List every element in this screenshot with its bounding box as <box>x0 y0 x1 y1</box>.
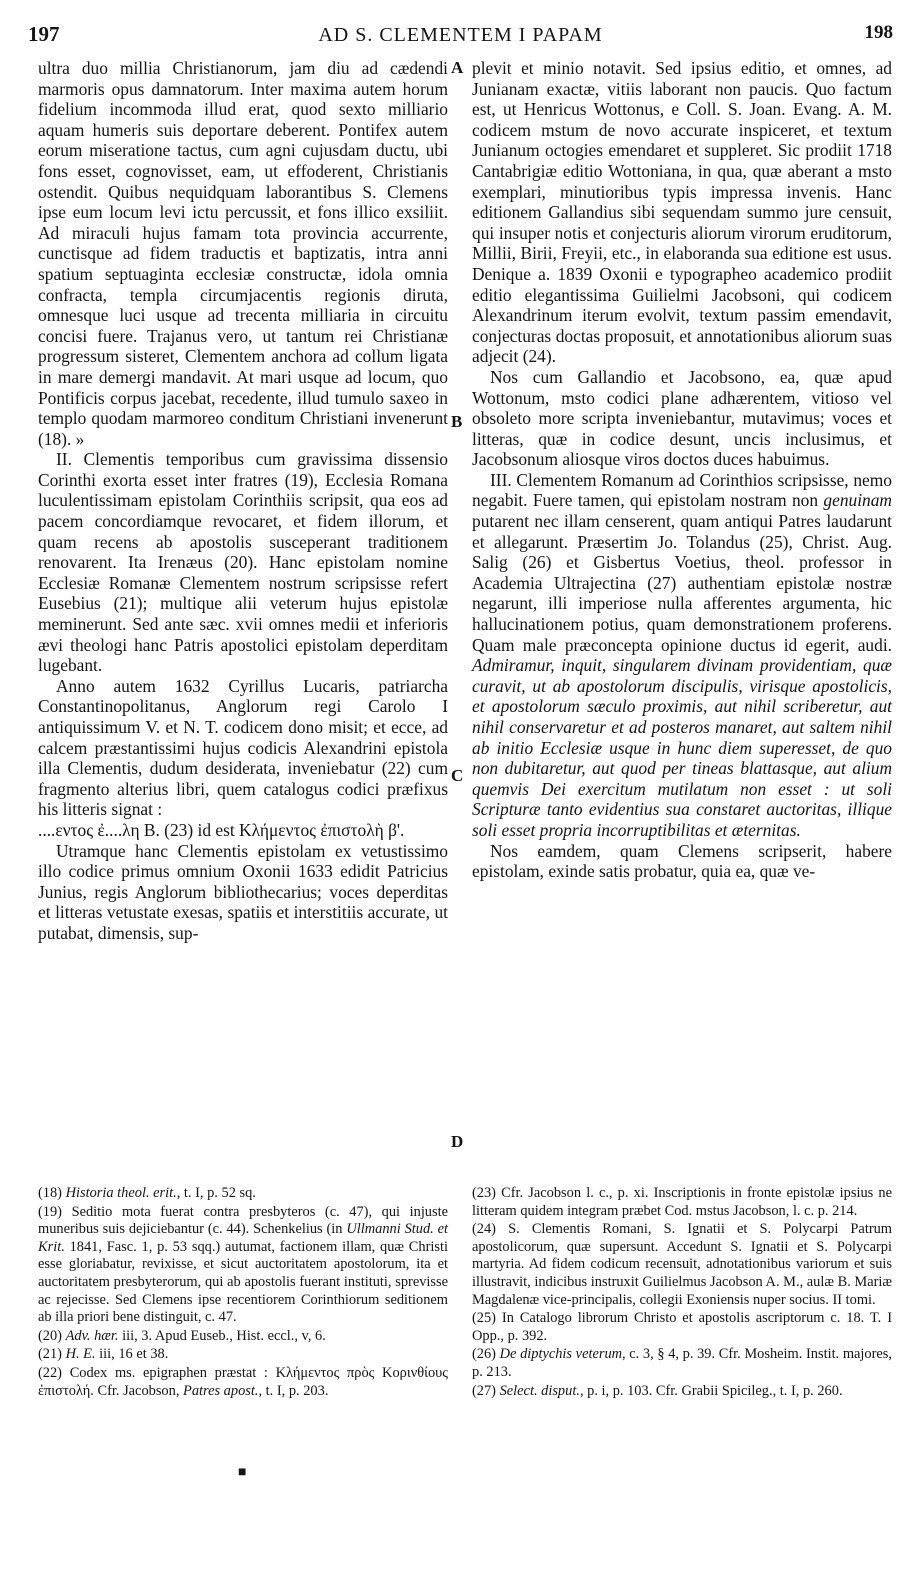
margin-marker-d: D <box>451 1132 464 1151</box>
footnote-italic: Adv. hær. <box>65 1327 119 1344</box>
footnote-text: , t. I, p. 52 sq. <box>176 1185 256 1201</box>
footnote-text: , t. I, p. 203. <box>258 1382 329 1399</box>
right-paragraph-3 <box>472 470 892 841</box>
footnote-text: In Catalogo librorum Christo et apostolis ascriptorum c. 18. T. I Opp., p. 392. <box>472 1310 892 1344</box>
footnote-23 <box>472 1185 892 1220</box>
right-paragraph-4: Nos eamdem, quam Clemens scripserit, habere epistolam, exinde satis probatur, quia ea, quæ ve- <box>472 840 892 882</box>
left-paragraph-3-greek: ....εντος ἐ....λη Β. (23) id est Κλήμεντος ἐπιστολὴ β'. <box>38 819 405 840</box>
right-paragraph-2: Nos cum Gallandio et Jacobsono, ea, quæ apud Wottonum, msto codici plane adhærentem, vitioso vel obsoleto more scripta inveniebantur, mutavimus; voces et litteras, quæ in codice desunt, uncis inclusimus, et Jacobsonum aliosque viros doctos duces habuimus. <box>472 366 892 470</box>
left-paragraph-1: ultra duo millia Christianorum, jam diu ad cædendi marmoris opus damnatorum. Inter maxima autem horum fidelium incommoda illud erat, quod sexto milliario aquam humeris suis deportare deberent. Pontifex autem eorum miseratione tactus, cum agni cujusdam ductu, ubi fons esset, cognovisset, eam, ut effoderent, Christianis ostendit. Quibus nequidquam laborantibus S. Clemens ipse eum locum levi ictu percussit, et fons illico exsiliit. Ad miraculi hujus famam tota provincia accurrente, cunctisque ad fidem traductis et baptizatis, intra anni spatium septuaginta ecclesiæ constructæ, idola omnia confracta, templa circumjacentis regionis diruta, omnesque luci usque ad trecenta milliaria in circuitu concisi fuere. Trajanus vero, ut tantum rei Christianæ progressum sisteret, Clementem anchora ad collum ligata in mare demergi mandavit. At mari usque ad locum, quo Pontificis corpus jacebat, recedente, illud tumulo saxeo in templo quodam marmoreo conditum Christiani invenerunt (18). » <box>38 58 448 449</box>
footnote-number: (20) <box>38 1327 62 1344</box>
footnote-text: Seditio mota fuerat contra presbyteros (c. 47), qui injuste muneribus suis dejiciebantur (c. 44). Schenkelius (in <box>38 1203 448 1238</box>
left-paragraph-4: Utramque hanc Clementis epistolam ex vetustissimo illo codice primus omnium Oxonii 1633 edidit Patricius Junius, regis Anglorum bibliothecarius; voces deperditas et litteras vetustate exesas, spatiis et interstitiis accurate, ut putabat, dimensis, sup- <box>38 840 448 943</box>
footnote-italic: H. E. <box>65 1346 96 1363</box>
footnote-18 <box>38 1185 448 1203</box>
footnote-22 <box>38 1365 448 1400</box>
footnote-25 <box>472 1310 892 1345</box>
right-paragraph-3-italic: genuinam <box>823 490 892 511</box>
footnote-text: S. Clementis Romani, S. Ignatii et S. Polycarpi Patrum apostolicorum, quæ supersunt. Accedunt S. Ignatii et S. Polycarpi martyria. Ad fidem codicum recensuit, adnotationibus variorum et suis illustravit, indicibus instruxit Guilielmus Jacobson A. M., aulæ B. Mariæ Magdalenæ vice-principalis, collegii Exoniensis nuper socius. II tomi. <box>472 1221 892 1308</box>
footnote-number: (27) <box>472 1382 496 1399</box>
footnote-italic: Historia theol. erit. <box>65 1185 177 1201</box>
footnote-20 <box>38 1328 448 1346</box>
footnote-21 <box>38 1346 448 1364</box>
margin-marker-c: C <box>451 766 464 785</box>
right-column <box>472 58 892 882</box>
running-header <box>28 22 893 52</box>
footnote-24 <box>472 1221 892 1309</box>
footnote-text: , c. 3, § 4, p. 39. Cfr. Mosheim. Instit. majores, p. 213. <box>472 1346 892 1380</box>
footnote-number: (26) <box>472 1346 496 1363</box>
page-number-right: 198 <box>864 22 893 43</box>
page-number-left: 197 <box>28 22 60 46</box>
footnotes-right <box>472 1185 892 1400</box>
footnote-italic: De diptychis veterum <box>499 1346 623 1363</box>
footnote-number: (22) <box>38 1364 62 1381</box>
footnote-19 <box>38 1204 448 1327</box>
footnote-text: Cfr. Jacobson l. c., p. xi. Inscriptionis in fronte epistolæ ipsius ne litteram quidem integram præbet Cod. mstus Jacobson, l. c. p. 214. <box>472 1185 892 1219</box>
printer-mark: ■ <box>238 1465 247 1480</box>
footnote-text: 1841, Fasc. 1, p. 53 sqq.) autumat, factionem illam, quæ Christi esse gloriabatur, revixisse, et sicut auctoritatem apostolorum, ita et auctoritatem presbyterorum, qui ab apostolis fuerant instituti, sprevisse ac rejecisse. Sed Clemens ipse recentiorem Corinthiorum seditionem ab illa priori bene distinguit, c. 47. <box>38 1238 448 1326</box>
right-paragraph-3-cont: putarent nec illam censerent, quam antiqui Patres laudarunt et allegarunt. Præsertim Jo. Tolandus (25), Christ. Aug. Salig (26) et Gisbertus Voetius, theol. professor in Academia Ultrajectina (27) authentiam epistolæ nostræ negarunt, illi imperiose nulla afferentes argumenta, hic hallucinationem potius, quam demonstrationem proferens. Quam male præconcepta opinione ductus id egerit, audi. <box>472 511 892 655</box>
footnotes-left <box>38 1185 448 1400</box>
footnote-26 <box>472 1346 892 1381</box>
footnote-number: (23) <box>472 1185 496 1201</box>
left-paragraph-2: II. Clementis temporibus cum gravissima dissensio Corinthi exorta esset inter fratres (19), Ecclesia Romana luculentissimam epistolam Corinthiis scripsit, qua eos ad pacem concordiamque revocaret, et fidem illorum, et quam recens ab apostolis susceperant traditionem renovarent. Ita Irenæus (20). Hanc epistolam nomine Ecclesiæ Romanæ Clementem nostrum scripsisse refert Eusebius (21); multique alii veterum hujus epistolæ meminerunt. Sed ante sæc. xvii omnes medii et inferioris ævi theologi hanc Patris apostolici epistolam deperditam lugebant. <box>38 449 448 676</box>
footnote-number: (25) <box>472 1310 496 1327</box>
margin-marker-b: B <box>451 412 463 431</box>
running-title: AD S. CLEMENTEM I PAPAM <box>318 24 603 46</box>
footnote-italic: Ullmanni Stud. et Krit. <box>38 1221 448 1255</box>
right-paragraph-3-text: III. Clementem Romanum ad Corinthios scripsisse, nemo negabit. Fuere tamen, qui epistolam nostram non <box>472 469 892 511</box>
right-paragraph-1: plevit et minio notavit. Sed ipsius editio, et omnes, ad Junianam exactæ, vitiis laborant non paucis. Quo factum est, ut Henricus Wottonus, e Coll. S. Joan. Evang. A. M. codicem mstum de novo accurate inspiceret, et textum Junianum octogies emendaret et suppleret. Sic prodiit 1718 Cantabrigiæ editio Wottoniana, in qua, quæ aberant a msto exemplari, minutioribus typis impressa invenis. Hanc editionem Gallandius sibi sequendam summo jure censuit, qui insuper notis et conjecturis aliorum virorum eruditorum, Millii, Birii, Freyii, etc., in elaboranda sua editione est usus. Denique a. 1839 Oxonii e typographeo academico prodiit editio elegantissima Guilielmi Jacobsoni, qui codicem Alexandrinum iterum evolvit, textum passim emendavit, conjecturas doctas proposuit, et annotationibus aliorum suas adjecit (24). <box>472 58 892 367</box>
footnote-text: , p. i, p. 103. Cfr. Grabii Spicileg., t. I, p. 260. <box>579 1382 843 1399</box>
footnote-number: (21) <box>38 1346 62 1363</box>
footnote-italic: Patres apost. <box>183 1382 259 1399</box>
left-column <box>38 58 448 944</box>
footnote-text: Codex ms. epigraphen præstat : Κλήμεντος πρὸς Κορινθίους ἐπιστολή. Cfr. Jacobson, <box>38 1364 448 1399</box>
footnote-text: iii, 3. Apud Euseb., Hist. eccl., v, 6. <box>118 1327 326 1344</box>
footnote-27 <box>472 1383 892 1401</box>
margin-marker-a: A <box>451 58 464 77</box>
voetius-quotation: Admiramur, inquit, singularem divinam providentiam, quæ curavit, ut ab apostolorum discipulis, virisque apostolicis, et apostolorum sæculo proximis, aut nihil scriberetur, aut nihil conservaretur et ad posteros manaret, aut saltem nihil ab initio Ecclesiæ usque in hunc diem superesset, de quo non dubitaretur, aut quod per tineas blattasque, aut alium quemvis Dei exercitum mutilatum non esset : ut soli Scripturæ tanto evidentius sua constaret auctoritas, illique soli esset propria incorruptibilitas et æternitas. <box>472 655 892 840</box>
footnote-text: iii, 16 et 38. <box>95 1346 169 1363</box>
footnote-number: (24) <box>472 1221 496 1238</box>
left-paragraph-3: Anno autem 1632 Cyrillus Lucaris, patriarcha Constantinopolitanus, Anglorum regi Carolo I antiquissimum V. et N. T. codicem dono misit; et ecce, ad calcem præstantissimi hujus codicis Alexandrini epistola illa Clementis, dudum desiderata, inveniebatur (22) cum fragmento alterius libri, quem catalogus codici præfixus his litteris signat : <box>38 675 448 820</box>
footnote-number: (19) <box>38 1203 62 1220</box>
footnote-italic: Select. disput. <box>499 1382 580 1399</box>
footnote-number: (18) <box>38 1185 62 1201</box>
